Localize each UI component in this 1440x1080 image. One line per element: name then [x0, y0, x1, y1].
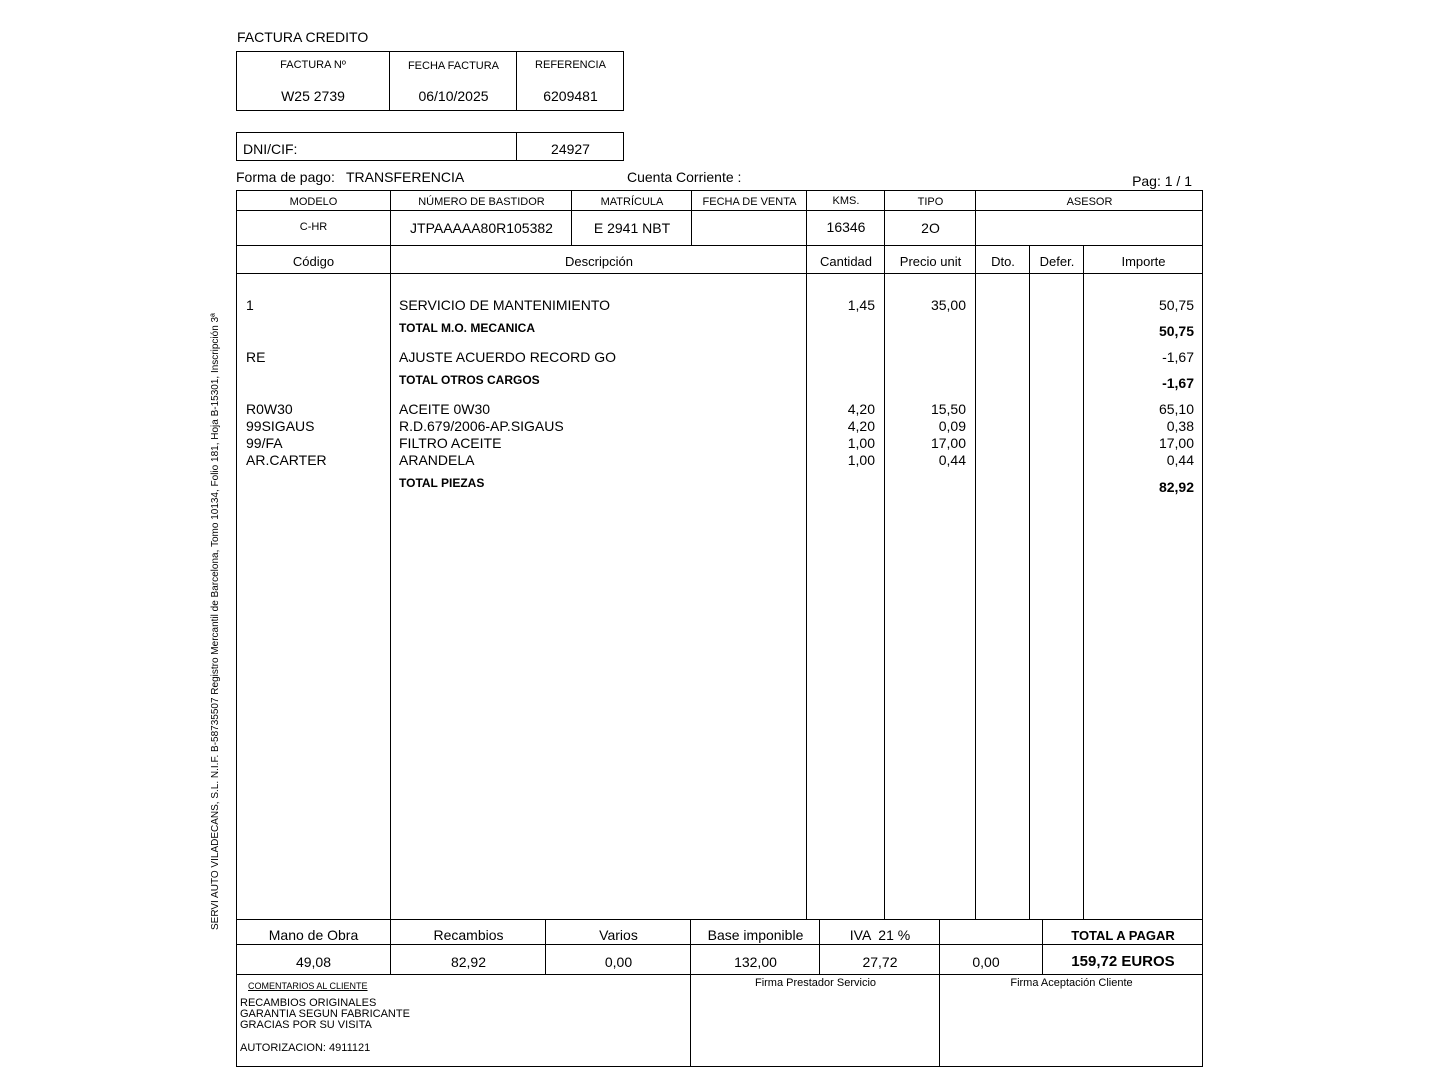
line-descripcion: FILTRO ACEITE — [399, 435, 502, 451]
line-descripcion: R.D.679/2006-AP.SIGAUS — [399, 418, 564, 434]
line-importe: 50,75 — [1158, 297, 1194, 313]
line-codigo: AR.CARTER — [246, 452, 327, 468]
subtotal-label: TOTAL M.O. MECANICA — [399, 321, 535, 335]
column-precio: Precio unit — [899, 254, 962, 269]
firma-cliente-label: Firma Aceptación Cliente — [1010, 977, 1133, 989]
varios-value: 0,00 — [604, 954, 633, 970]
base-imponible-label: Base imponible — [707, 927, 804, 943]
recambios-label: Recambios — [433, 927, 504, 943]
forma-pago-label: Forma de pago: — [236, 169, 335, 185]
asesor-label: ASESOR — [1066, 196, 1113, 208]
comentario-line: RECAMBIOS ORIGINALES — [240, 997, 377, 1009]
subtotal-importe: -1,67 — [1162, 375, 1194, 391]
total-a-pagar-value: 159,72 EUROS — [1071, 953, 1175, 970]
column-dto: Dto. — [991, 254, 1015, 269]
mano-obra-value: 49,08 — [295, 954, 332, 970]
subtotal-importe: 82,92 — [1158, 479, 1194, 495]
fecha-factura-value: 06/10/2025 — [418, 88, 489, 104]
cuenta-corriente-label: Cuenta Corriente : — [627, 169, 742, 185]
referencia-label: REFERENCIA — [535, 59, 606, 71]
invoice-title: FACTURA CREDITO — [237, 29, 369, 45]
dni-label: DNI/CIF: — [243, 141, 298, 157]
firma-prestador-label: Firma Prestador Servicio — [754, 977, 877, 989]
line-codigo: RE — [246, 349, 266, 365]
kms-value: 16346 — [826, 219, 866, 235]
varios-label: Varios — [599, 927, 638, 943]
modelo-label: MODELO — [289, 196, 338, 208]
referencia-value: 6209481 — [543, 88, 598, 104]
factura-label: FACTURA Nº — [280, 59, 346, 71]
line-descripcion: SERVICIO DE MANTENIMIENTO — [399, 297, 611, 313]
line-precio: 35,00 — [930, 297, 966, 313]
matricula-value: E 2941 NBT — [593, 220, 671, 236]
fecha-factura-label: FECHA FACTURA — [407, 60, 500, 72]
line-precio: 15,50 — [930, 401, 966, 417]
mano-obra-label: Mano de Obra — [268, 927, 359, 943]
iva-value: 27,72 — [862, 954, 898, 970]
dni-value: 24927 — [551, 141, 590, 157]
line-importe: 0,44 — [1166, 452, 1194, 468]
line-codigo: 99SIGAUS — [246, 418, 315, 434]
column-cantidad: Cantidad — [819, 254, 873, 269]
line-precio: 0,44 — [938, 452, 966, 468]
subtotal-label: TOTAL OTROS CARGOS — [399, 373, 540, 387]
comentario-line: GARANTIA SEGUN FABRICANTE — [240, 1008, 410, 1020]
line-descripcion: ACEITE 0W30 — [399, 401, 491, 417]
line-precio: 17,00 — [930, 435, 966, 451]
line-importe: 0,38 — [1166, 418, 1194, 434]
tipo-label: TIPO — [917, 196, 944, 208]
line-descripcion: AJUSTE ACUERDO RECORD GO — [399, 349, 617, 365]
factura-number: W25 2739 — [281, 88, 345, 104]
iva-label: IVA 21 % — [849, 927, 911, 943]
column-importe: Importe — [1121, 254, 1166, 269]
line-codigo: R0W30 — [246, 401, 293, 417]
base-imponible-value: 132,00 — [734, 954, 777, 970]
line-codigo: 1 — [246, 297, 254, 313]
line-cantidad: 1,00 — [847, 452, 875, 468]
line-cantidad: 4,20 — [847, 418, 875, 434]
subtotal-importe: 50,75 — [1158, 323, 1194, 339]
kms-label: KMS. — [832, 195, 860, 207]
subtotal-label: TOTAL PIEZAS — [399, 476, 485, 490]
column-codigo: Código — [292, 254, 335, 269]
line-cantidad: 4,20 — [847, 401, 875, 417]
forma-pago-value: TRANSFERENCIA — [346, 169, 465, 185]
line-codigo: 99/FA — [246, 435, 283, 451]
bastidor-label: NÚMERO DE BASTIDOR — [418, 196, 545, 208]
recambios-value: 82,92 — [450, 954, 487, 970]
fecha-venta-label: FECHA DE VENTA — [702, 196, 797, 208]
autorizacion-text: AUTORIZACION: 4911121 — [240, 1042, 371, 1054]
line-precio: 0,09 — [938, 418, 966, 434]
line-importe: -1,67 — [1162, 349, 1194, 365]
bastidor-value: JTPAAAAA80R105382 — [410, 220, 553, 236]
column-descripcion: Descripción — [565, 254, 633, 269]
company-registry-text: SERVI AUTO VILADECANS, S.L. N.I.F. B-58735507 Registro Mercantil de Barcelona, Tomo 10134, Folio 181, Hoja B-15301, Inscripción 3ª — [210, 313, 221, 930]
column-defer: Defer. — [1039, 254, 1075, 269]
extra-value: 0,00 — [972, 954, 1000, 970]
comentarios-label: COMENTARIOS AL CLIENTE — [248, 981, 368, 991]
line-importe: 65,10 — [1158, 401, 1194, 417]
tipo-value: 2O — [921, 220, 940, 236]
line-cantidad: 1,00 — [847, 435, 875, 451]
total-a-pagar-label: TOTAL A PAGAR — [1071, 928, 1175, 943]
line-importe: 17,00 — [1158, 435, 1194, 451]
comentario-line: GRACIAS POR SU VISITA — [240, 1019, 372, 1031]
page-number: Pag: 1 / 1 — [1132, 173, 1192, 189]
modelo-value: C-HR — [299, 221, 328, 233]
line-cantidad: 1,45 — [847, 297, 875, 313]
matricula-label: MATRÍCULA — [600, 196, 664, 208]
line-descripcion: ARANDELA — [399, 452, 475, 468]
